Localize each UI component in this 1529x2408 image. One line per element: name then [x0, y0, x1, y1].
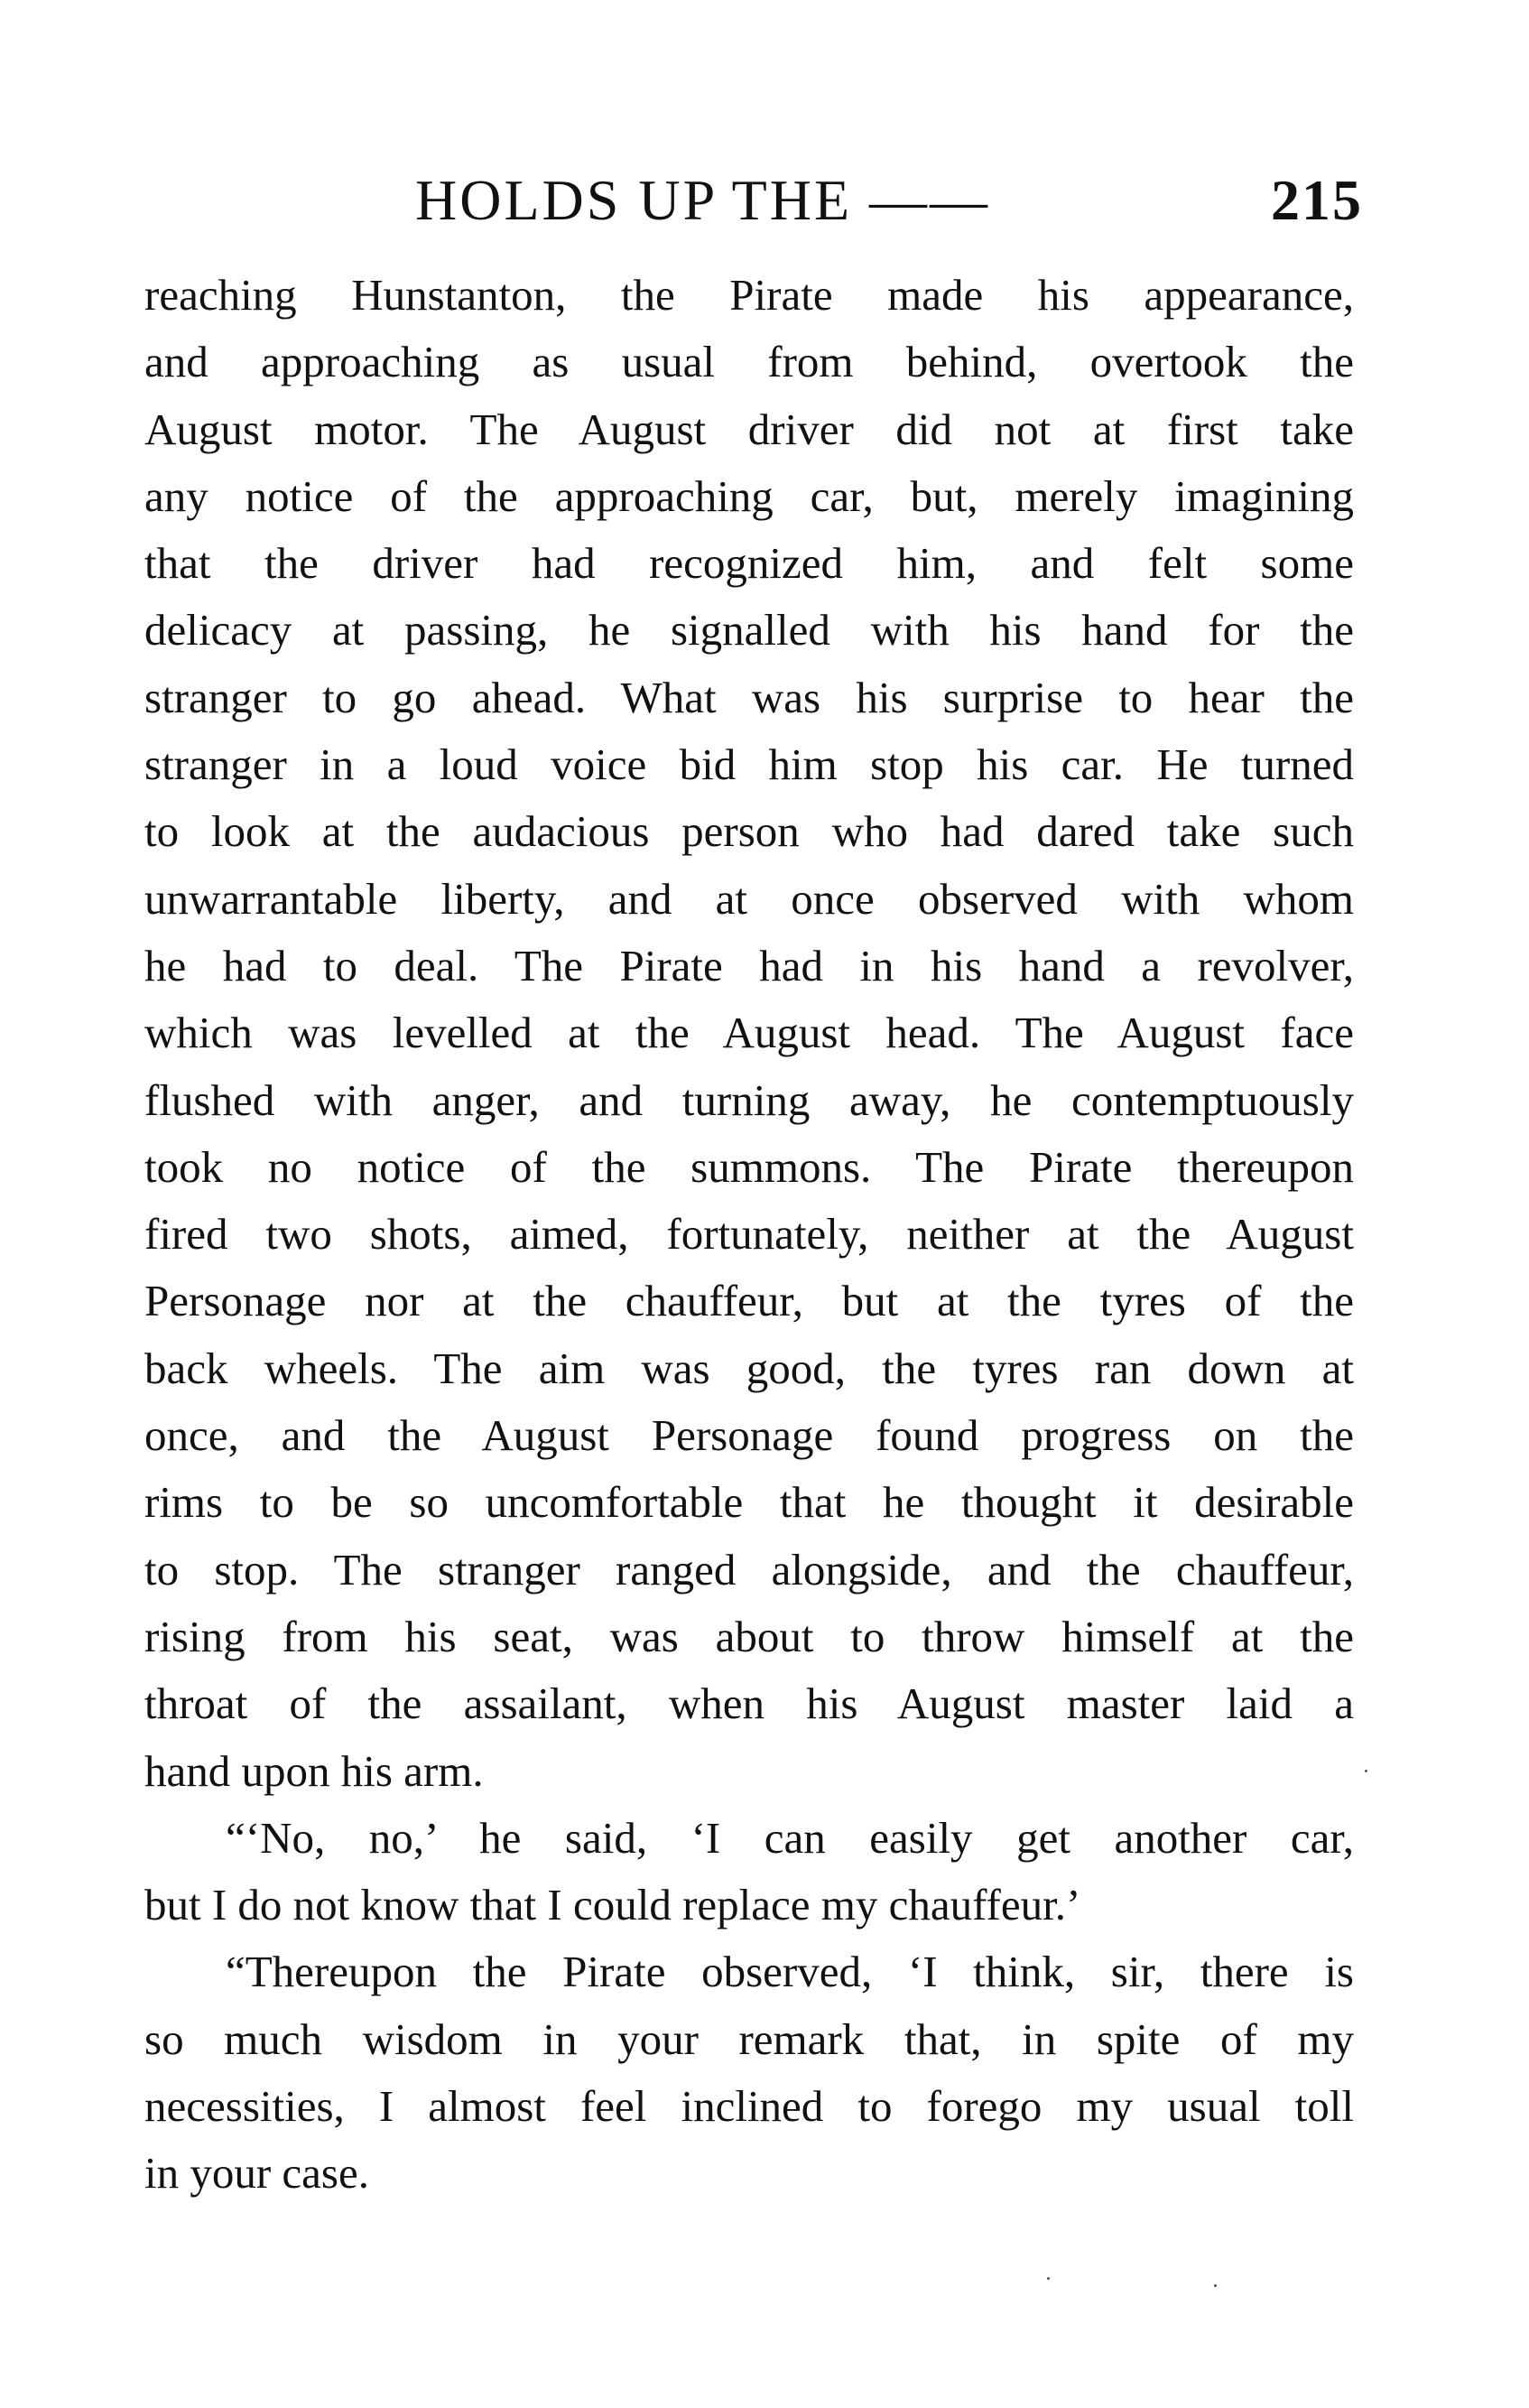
text-line: any notice of the approaching car, but, merely imagining [144, 470, 1354, 521]
text-line: August motor. The August driver did not at first take [144, 404, 1354, 454]
text-line: “‘No, no,’ he said, ‘I can easily get another car, [226, 1812, 1354, 1863]
text-line: stranger to go ahead. What was his surprise to hear the [144, 672, 1354, 722]
text-line: fired two shots, aimed, fortunately, neither at the August [144, 1209, 1354, 1260]
scan-speck [1214, 2284, 1217, 2287]
running-head: HOLDS UP THE —— [415, 168, 991, 232]
text-line: in your case. [144, 2148, 369, 2199]
text-line: that the driver had recognized him, and felt some [144, 538, 1354, 589]
text-line: rising from his seat, was about to throw himself at the [144, 1611, 1354, 1661]
text-line: “Thereupon the Pirate observed, ‘I think, sir, there is [226, 1947, 1354, 1997]
text-line: flushed with anger, and turning away, he contemptuously [144, 1074, 1354, 1125]
text-line: hand upon his arm. [144, 1745, 484, 1796]
text-line: once, and the August Personage found progress on the [144, 1410, 1354, 1461]
text-line: he had to deal. The Pirate had in his hand a revolver, [144, 940, 1354, 990]
text-line: to stop. The stranger ranged alongside, and the chauffeur, [144, 1544, 1354, 1594]
text-line: which was levelled at the August head. The August face [144, 1008, 1354, 1058]
text-line: rims to be so uncomfortable that he thought it desirable [144, 1477, 1354, 1528]
body-text [144, 262, 1354, 2208]
scan-speck [1047, 2277, 1050, 2280]
text-line: took no notice of the summons. The Pirate thereupon [144, 1141, 1354, 1192]
text-line: unwarrantable liberty, and at once observed with whom [144, 873, 1354, 924]
page-header [144, 167, 1363, 248]
text-line: back wheels. The aim was good, the tyres ran down at [144, 1343, 1354, 1393]
text-line: stranger in a loud voice bid him stop his car. He turned [144, 739, 1354, 790]
text-line: throat of the assailant, when his August master laid a [144, 1678, 1354, 1729]
text-line: and approaching as usual from behind, overtook the [144, 337, 1354, 387]
page-number: 215 [1271, 168, 1363, 232]
text-line: reaching Hunstanton, the Pirate made his appearance, [144, 270, 1354, 320]
text-line: Personage nor at the chauffeur, but at the tyres of the [144, 1276, 1354, 1326]
text-line: to look at the audacious person who had dared take such [144, 806, 1354, 857]
text-line: but I do not know that I could replace my chauffeur.’ [144, 1880, 1081, 1930]
scan-speck [1365, 1770, 1367, 1772]
text-line: delicacy at passing, he signalled with his hand for the [144, 605, 1354, 655]
text-line: so much wisdom in your remark that, in spite of my [144, 2013, 1354, 2064]
text-line: necessities, I almost feel inclined to forego my usual toll [144, 2081, 1354, 2132]
